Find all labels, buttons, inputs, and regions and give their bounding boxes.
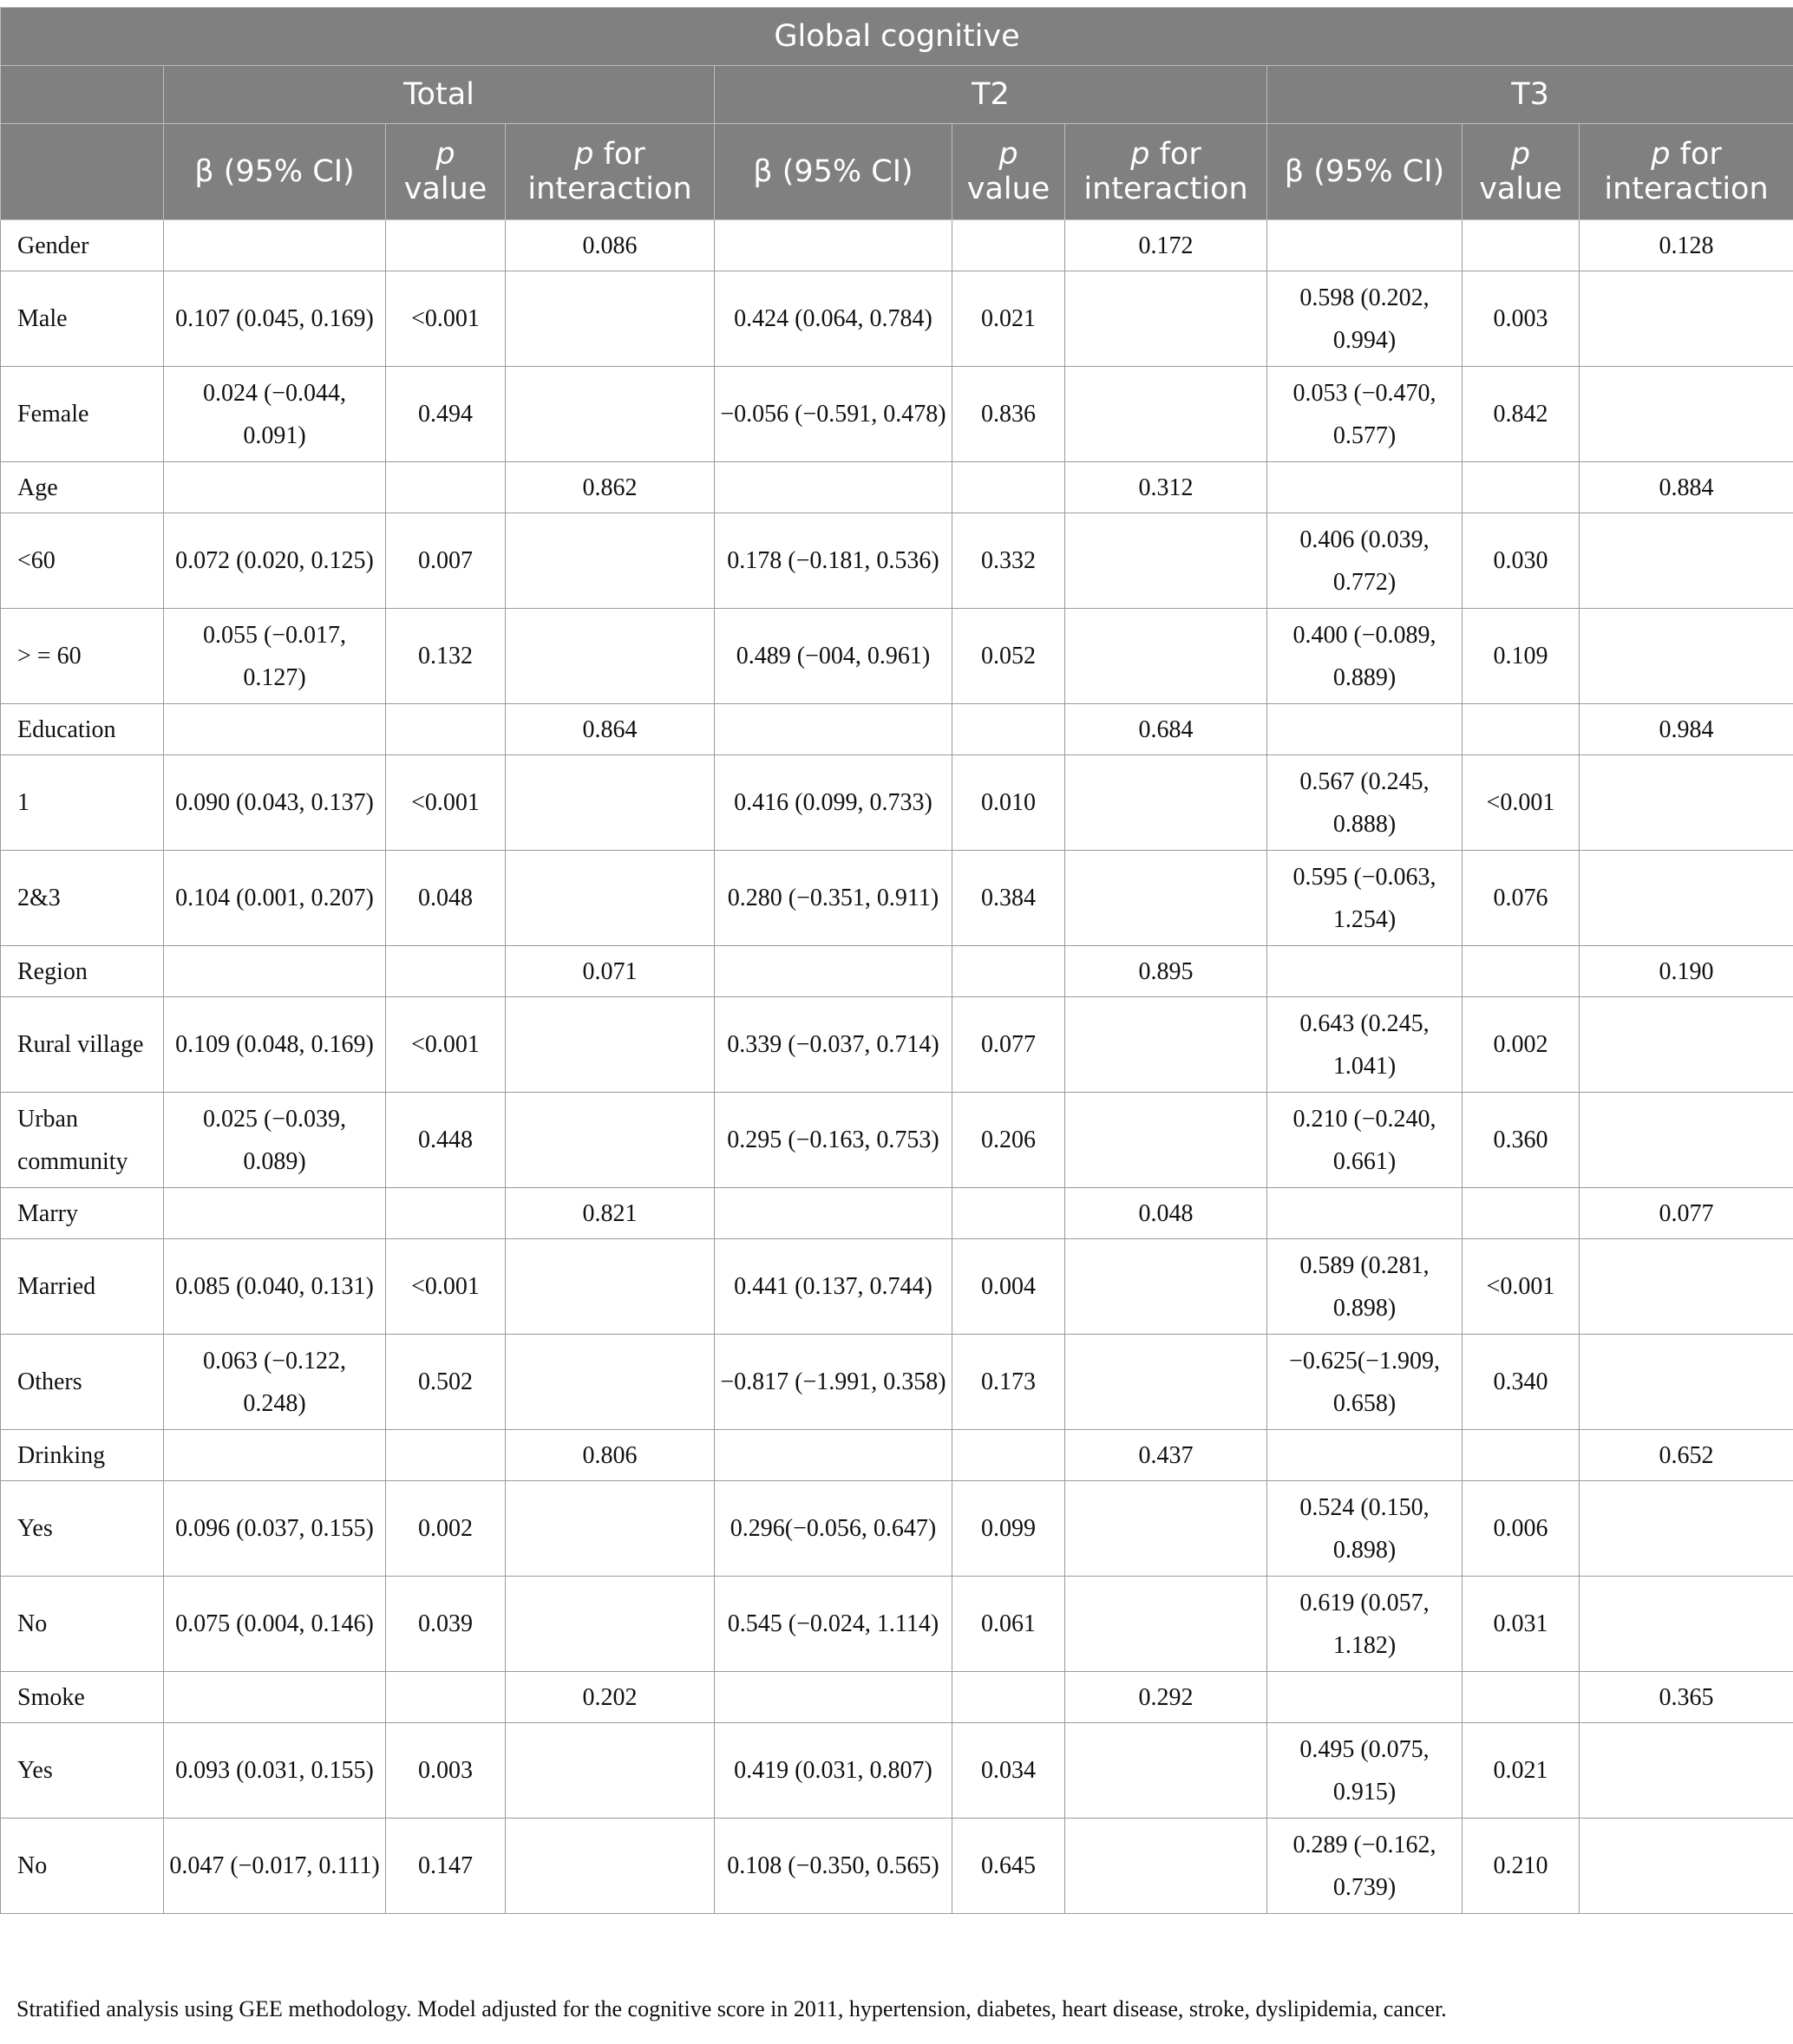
subheader-beta-t3: β (95% CI) xyxy=(1267,124,1463,220)
cell-t3-p-interaction xyxy=(1580,513,1793,609)
cell-t3-p-interaction xyxy=(1580,1577,1793,1672)
p-italic-label: p xyxy=(1130,137,1150,172)
cell-t2-beta: 0.178 (−0.181, 0.536) xyxy=(715,513,952,609)
cell-total-beta: 0.075 (0.004, 0.146) xyxy=(164,1577,386,1672)
cell-t2-beta xyxy=(715,1672,952,1723)
cell-t2-p-interaction: 0.895 xyxy=(1065,946,1267,997)
category-row xyxy=(1,946,1793,997)
cell-t2-p: 0.077 xyxy=(952,997,1065,1093)
cell-t2-p-interaction xyxy=(1065,1723,1267,1819)
cell-t2-p: 0.021 xyxy=(952,271,1065,367)
group-header-t2: T2 xyxy=(715,66,1267,124)
cell-t2-p-interaction xyxy=(1065,1577,1267,1672)
cell-total-p-interaction: 0.821 xyxy=(506,1188,715,1239)
cell-t3-beta xyxy=(1267,462,1463,513)
p-italic-label: p xyxy=(998,137,1018,172)
table-row xyxy=(1,367,1793,462)
cell-t2-beta: 0.489 (−004, 0.961) xyxy=(715,609,952,704)
row-label: 1 xyxy=(1,755,164,851)
cell-t3-beta: 0.053 (−0.470, 0.577) xyxy=(1267,367,1463,462)
group-header-empty xyxy=(1,66,164,124)
subheader-p-value-t3 xyxy=(1463,124,1580,220)
cell-total-p-interaction xyxy=(506,1239,715,1335)
cell-total-beta: 0.090 (0.043, 0.137) xyxy=(164,755,386,851)
row-label: Age xyxy=(1,462,164,513)
table-row xyxy=(1,513,1793,609)
cell-total-p-interaction xyxy=(506,609,715,704)
cell-total-beta xyxy=(164,704,386,755)
cell-t3-p: 0.006 xyxy=(1463,1481,1580,1577)
subheader-empty xyxy=(1,124,164,220)
cell-total-beta xyxy=(164,946,386,997)
cell-total-p xyxy=(386,462,506,513)
p-italic-label: p xyxy=(435,137,455,172)
cell-t2-p-interaction xyxy=(1065,851,1267,946)
cell-t3-p-interaction xyxy=(1580,367,1793,462)
cell-t3-p-interaction xyxy=(1580,609,1793,704)
cell-total-beta: 0.085 (0.040, 0.131) xyxy=(164,1239,386,1335)
cell-t3-beta: 0.289 (−0.162, 0.739) xyxy=(1267,1819,1463,1914)
cell-t3-p-interaction xyxy=(1580,1723,1793,1819)
cell-t2-beta: 0.424 (0.064, 0.784) xyxy=(715,271,952,367)
p-italic-label: p xyxy=(574,137,594,172)
cell-total-beta xyxy=(164,220,386,271)
cell-t3-beta xyxy=(1267,1188,1463,1239)
cell-t2-beta: 0.108 (−0.350, 0.565) xyxy=(715,1819,952,1914)
cell-t2-p-interaction: 0.437 xyxy=(1065,1430,1267,1481)
cell-total-p-interaction: 0.202 xyxy=(506,1672,715,1723)
cell-total-p-interaction xyxy=(506,1723,715,1819)
cell-t3-beta: 0.598 (0.202, 0.994) xyxy=(1267,271,1463,367)
cell-t2-beta: −0.817 (−1.991, 0.358) xyxy=(715,1335,952,1430)
value-label: value xyxy=(966,172,1050,206)
cell-t3-p-interaction xyxy=(1580,851,1793,946)
cell-total-p: <0.001 xyxy=(386,755,506,851)
cell-t3-p: 0.003 xyxy=(1463,271,1580,367)
cell-total-beta: 0.024 (−0.044, 0.091) xyxy=(164,367,386,462)
cell-t2-p: 0.052 xyxy=(952,609,1065,704)
cell-t3-p: 0.842 xyxy=(1463,367,1580,462)
cell-total-beta: 0.055 (−0.017, 0.127) xyxy=(164,609,386,704)
cell-total-p-interaction xyxy=(506,1577,715,1672)
cell-t3-beta: 0.567 (0.245, 0.888) xyxy=(1267,755,1463,851)
cell-t2-beta xyxy=(715,1430,952,1481)
subheader-p-interaction-t2 xyxy=(1065,124,1267,220)
subheader-p-interaction-t3 xyxy=(1580,124,1793,220)
row-label: Yes xyxy=(1,1723,164,1819)
cell-total-p: 0.448 xyxy=(386,1093,506,1188)
cell-total-p-interaction xyxy=(506,1481,715,1577)
row-label: No xyxy=(1,1577,164,1672)
table-title: Global cognitive xyxy=(1,8,1793,66)
row-label: Yes xyxy=(1,1481,164,1577)
cell-total-p-interaction: 0.086 xyxy=(506,220,715,271)
cell-t2-p-interaction xyxy=(1065,1335,1267,1430)
cell-t3-p xyxy=(1463,1430,1580,1481)
cell-t3-p-interaction xyxy=(1580,1819,1793,1914)
interaction-label: interaction xyxy=(1083,172,1248,206)
subheader-p-interaction-total xyxy=(506,124,715,220)
cell-t3-beta: 0.400 (−0.089, 0.889) xyxy=(1267,609,1463,704)
cell-t3-p: 0.030 xyxy=(1463,513,1580,609)
cell-t3-beta: 0.589 (0.281, 0.898) xyxy=(1267,1239,1463,1335)
cell-t3-p-interaction xyxy=(1580,1335,1793,1430)
cell-t3-p xyxy=(1463,1672,1580,1723)
cell-t3-p-interaction xyxy=(1580,755,1793,851)
cell-t3-p-interaction xyxy=(1580,1481,1793,1577)
cell-t2-p-interaction xyxy=(1065,1093,1267,1188)
cell-t2-p-interaction: 0.312 xyxy=(1065,462,1267,513)
row-label: > = 60 xyxy=(1,609,164,704)
cell-total-beta: 0.107 (0.045, 0.169) xyxy=(164,271,386,367)
category-row xyxy=(1,1188,1793,1239)
for-label: for xyxy=(1679,137,1722,172)
cell-t2-beta: 0.416 (0.099, 0.733) xyxy=(715,755,952,851)
cell-t2-beta: 0.295 (−0.163, 0.753) xyxy=(715,1093,952,1188)
table-row xyxy=(1,1577,1793,1672)
row-label: <60 xyxy=(1,513,164,609)
cell-t2-p-interaction xyxy=(1065,755,1267,851)
category-row xyxy=(1,220,1793,271)
cell-t3-beta: 0.495 (0.075, 0.915) xyxy=(1267,1723,1463,1819)
cell-t2-p: 0.099 xyxy=(952,1481,1065,1577)
table-row xyxy=(1,1239,1793,1335)
cell-total-p-interaction xyxy=(506,513,715,609)
cell-t3-beta: −0.625(−1.909, 0.658) xyxy=(1267,1335,1463,1430)
cell-total-p-interaction: 0.864 xyxy=(506,704,715,755)
cell-total-beta: 0.072 (0.020, 0.125) xyxy=(164,513,386,609)
group-header-total: Total xyxy=(164,66,715,124)
cell-t2-beta: 0.296(−0.056, 0.647) xyxy=(715,1481,952,1577)
cell-t2-p-interaction xyxy=(1065,1481,1267,1577)
subheader-p-value-t2 xyxy=(952,124,1065,220)
cell-t2-p: 0.061 xyxy=(952,1577,1065,1672)
subheader-beta-t2: β (95% CI) xyxy=(715,124,952,220)
cell-total-p: 0.003 xyxy=(386,1723,506,1819)
cell-total-p xyxy=(386,946,506,997)
cell-total-p xyxy=(386,704,506,755)
cell-total-p-interaction xyxy=(506,1819,715,1914)
cell-total-p: 0.502 xyxy=(386,1335,506,1430)
category-row xyxy=(1,462,1793,513)
cell-total-p-interaction: 0.862 xyxy=(506,462,715,513)
cell-total-beta xyxy=(164,1672,386,1723)
table-row xyxy=(1,1093,1793,1188)
cell-t2-beta: 0.545 (−0.024, 1.114) xyxy=(715,1577,952,1672)
row-label: Education xyxy=(1,704,164,755)
cell-t3-p-interaction: 0.128 xyxy=(1580,220,1793,271)
cell-t3-p xyxy=(1463,220,1580,271)
cell-total-p: <0.001 xyxy=(386,1239,506,1335)
cell-t2-p: 0.010 xyxy=(952,755,1065,851)
p-italic-label: p xyxy=(1651,137,1671,172)
row-label: Gender xyxy=(1,220,164,271)
cell-t2-beta: 0.280 (−0.351, 0.911) xyxy=(715,851,952,946)
cell-t2-beta: 0.419 (0.031, 0.807) xyxy=(715,1723,952,1819)
cell-t2-p: 0.836 xyxy=(952,367,1065,462)
cell-t3-beta xyxy=(1267,220,1463,271)
cell-t3-beta: 0.643 (0.245, 1.041) xyxy=(1267,997,1463,1093)
cell-t2-p xyxy=(952,462,1065,513)
interaction-label: interaction xyxy=(527,172,692,206)
cell-t2-beta: 0.339 (−0.037, 0.714) xyxy=(715,997,952,1093)
cell-total-p: 0.048 xyxy=(386,851,506,946)
cell-t3-p-interaction xyxy=(1580,271,1793,367)
cell-total-p: 0.007 xyxy=(386,513,506,609)
cell-t3-beta xyxy=(1267,1672,1463,1723)
value-label: value xyxy=(1479,172,1562,206)
table-body xyxy=(1,220,1793,1914)
cell-t2-beta xyxy=(715,1188,952,1239)
cell-t2-beta: 0.441 (0.137, 0.744) xyxy=(715,1239,952,1335)
cell-t3-p-interaction: 0.984 xyxy=(1580,704,1793,755)
cell-t2-p-interaction xyxy=(1065,997,1267,1093)
table-row xyxy=(1,1819,1793,1914)
cell-t2-p-interaction: 0.684 xyxy=(1065,704,1267,755)
for-label: for xyxy=(1159,137,1201,172)
row-label: Rural village xyxy=(1,997,164,1093)
table-row xyxy=(1,997,1793,1093)
cell-t2-beta xyxy=(715,220,952,271)
cell-t3-p: 0.002 xyxy=(1463,997,1580,1093)
cell-total-p-interaction xyxy=(506,997,715,1093)
table-row xyxy=(1,755,1793,851)
cell-t2-p xyxy=(952,946,1065,997)
cell-total-beta xyxy=(164,1430,386,1481)
table-row xyxy=(1,1481,1793,1577)
row-label: Marry xyxy=(1,1188,164,1239)
cell-t2-beta xyxy=(715,462,952,513)
cell-total-p: 0.002 xyxy=(386,1481,506,1577)
cell-t2-p: 0.206 xyxy=(952,1093,1065,1188)
table-footnote: Stratified analysis using GEE methodology. Model adjusted for the cognitive score in 2011, hypertension, diabetes, heart disease, stroke, dyslipidemia, cancer. xyxy=(16,1996,1447,2021)
cell-total-beta: 0.047 (−0.017, 0.111) xyxy=(164,1819,386,1914)
value-label: value xyxy=(403,172,488,206)
cell-t3-p-interaction: 0.365 xyxy=(1580,1672,1793,1723)
cell-t2-p-interaction xyxy=(1065,1239,1267,1335)
cell-total-beta: 0.096 (0.037, 0.155) xyxy=(164,1481,386,1577)
cell-t3-beta: 0.524 (0.150, 0.898) xyxy=(1267,1481,1463,1577)
cell-t3-p: 0.360 xyxy=(1463,1093,1580,1188)
row-label: No xyxy=(1,1819,164,1914)
subheader-beta-total: β (95% CI) xyxy=(164,124,386,220)
cell-t3-p: 0.109 xyxy=(1463,609,1580,704)
cell-t3-p-interaction: 0.884 xyxy=(1580,462,1793,513)
row-label: Female xyxy=(1,367,164,462)
cell-total-p: 0.147 xyxy=(386,1819,506,1914)
cell-t3-p xyxy=(1463,1188,1580,1239)
group-header-t3: T3 xyxy=(1267,66,1793,124)
row-label: Urban community xyxy=(1,1093,164,1188)
cell-t3-beta xyxy=(1267,704,1463,755)
cell-t3-p: 0.031 xyxy=(1463,1577,1580,1672)
cell-t3-beta xyxy=(1267,946,1463,997)
row-label: Smoke xyxy=(1,1672,164,1723)
cell-t3-p xyxy=(1463,946,1580,997)
cell-total-p xyxy=(386,1672,506,1723)
row-label: 2&3 xyxy=(1,851,164,946)
cell-t2-p xyxy=(952,704,1065,755)
row-label: Others xyxy=(1,1335,164,1430)
table-row xyxy=(1,1723,1793,1819)
cell-total-p: 0.132 xyxy=(386,609,506,704)
cell-total-p: <0.001 xyxy=(386,271,506,367)
cell-total-p: <0.001 xyxy=(386,997,506,1093)
table-row xyxy=(1,609,1793,704)
cell-t3-beta: 0.595 (−0.063, 1.254) xyxy=(1267,851,1463,946)
cell-t3-p-interaction: 0.652 xyxy=(1580,1430,1793,1481)
cell-t2-p-interaction: 0.172 xyxy=(1065,220,1267,271)
cell-t2-p: 0.173 xyxy=(952,1335,1065,1430)
cell-total-p-interaction: 0.071 xyxy=(506,946,715,997)
cell-total-p-interaction xyxy=(506,271,715,367)
cell-t3-p: 0.340 xyxy=(1463,1335,1580,1430)
cell-t3-p xyxy=(1463,462,1580,513)
cell-total-p-interaction: 0.806 xyxy=(506,1430,715,1481)
p-italic-label: p xyxy=(1510,137,1531,172)
cell-total-beta: 0.093 (0.031, 0.155) xyxy=(164,1723,386,1819)
cell-t3-p-interaction xyxy=(1580,997,1793,1093)
cell-t3-beta xyxy=(1267,1430,1463,1481)
category-row xyxy=(1,1672,1793,1723)
cell-t2-p xyxy=(952,220,1065,271)
cell-total-p xyxy=(386,1188,506,1239)
cell-t2-p xyxy=(952,1672,1065,1723)
cell-t2-beta xyxy=(715,946,952,997)
category-row xyxy=(1,704,1793,755)
cell-t2-beta: −0.056 (−0.591, 0.478) xyxy=(715,367,952,462)
cell-t2-p: 0.034 xyxy=(952,1723,1065,1819)
cell-total-beta: 0.063 (−0.122, 0.248) xyxy=(164,1335,386,1430)
for-label: for xyxy=(603,137,645,172)
cell-total-beta xyxy=(164,462,386,513)
cell-total-p-interaction xyxy=(506,367,715,462)
row-label: Married xyxy=(1,1239,164,1335)
cell-total-beta xyxy=(164,1188,386,1239)
interaction-label: interaction xyxy=(1604,172,1769,206)
results-table xyxy=(0,7,1793,1914)
table-row xyxy=(1,271,1793,367)
cell-t3-p-interaction xyxy=(1580,1093,1793,1188)
table-row xyxy=(1,1335,1793,1430)
cell-t2-p-interaction xyxy=(1065,367,1267,462)
cell-t2-p-interaction xyxy=(1065,609,1267,704)
row-label: Region xyxy=(1,946,164,997)
cell-total-p: 0.039 xyxy=(386,1577,506,1672)
cell-t2-beta xyxy=(715,704,952,755)
cell-t3-beta: 0.210 (−0.240, 0.661) xyxy=(1267,1093,1463,1188)
cell-t2-p-interaction xyxy=(1065,1819,1267,1914)
cell-total-p xyxy=(386,1430,506,1481)
cell-t2-p-interaction: 0.048 xyxy=(1065,1188,1267,1239)
cell-t3-beta: 0.406 (0.039, 0.772) xyxy=(1267,513,1463,609)
subheader-p-value-total xyxy=(386,124,506,220)
cell-t3-p: 0.210 xyxy=(1463,1819,1580,1914)
cell-t3-p-interaction xyxy=(1580,1239,1793,1335)
cell-total-p: 0.494 xyxy=(386,367,506,462)
cell-t3-p xyxy=(1463,704,1580,755)
cell-total-beta: 0.104 (0.001, 0.207) xyxy=(164,851,386,946)
cell-t2-p: 0.332 xyxy=(952,513,1065,609)
cell-t3-p: 0.021 xyxy=(1463,1723,1580,1819)
cell-t2-p: 0.004 xyxy=(952,1239,1065,1335)
cell-t3-p: <0.001 xyxy=(1463,1239,1580,1335)
cell-total-beta: 0.025 (−0.039, 0.089) xyxy=(164,1093,386,1188)
cell-total-p-interaction xyxy=(506,1335,715,1430)
row-label: Drinking xyxy=(1,1430,164,1481)
category-row xyxy=(1,1430,1793,1481)
cell-t2-p-interaction: 0.292 xyxy=(1065,1672,1267,1723)
cell-total-p-interaction xyxy=(506,851,715,946)
cell-t2-p: 0.645 xyxy=(952,1819,1065,1914)
table-row xyxy=(1,851,1793,946)
cell-total-p xyxy=(386,220,506,271)
cell-t2-p-interaction xyxy=(1065,513,1267,609)
cell-t2-p-interaction xyxy=(1065,271,1267,367)
cell-t2-p xyxy=(952,1430,1065,1481)
cell-t2-p: 0.384 xyxy=(952,851,1065,946)
cell-t3-beta: 0.619 (0.057, 1.182) xyxy=(1267,1577,1463,1672)
cell-t3-p: 0.076 xyxy=(1463,851,1580,946)
cell-total-p-interaction xyxy=(506,1093,715,1188)
row-label: Male xyxy=(1,271,164,367)
cell-t3-p: <0.001 xyxy=(1463,755,1580,851)
cell-t3-p-interaction: 0.190 xyxy=(1580,946,1793,997)
cell-total-p-interaction xyxy=(506,755,715,851)
cell-t3-p-interaction: 0.077 xyxy=(1580,1188,1793,1239)
cell-total-beta: 0.109 (0.048, 0.169) xyxy=(164,997,386,1093)
cell-t2-p xyxy=(952,1188,1065,1239)
